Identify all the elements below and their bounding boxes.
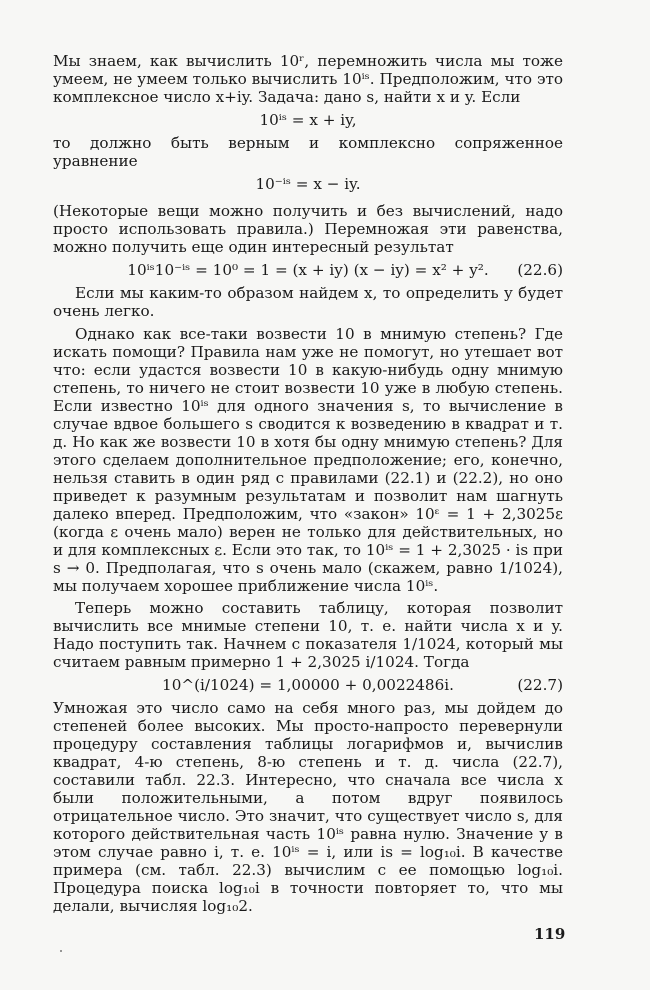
paragraph-6: Теперь можно составить таблицу, которая позволит вычислить все мнимые степени 10, т. е. найти числа x и y. Надо поступить так. Начнем с показателя 1/1024, который мы считаем равным примерно 1 + 2,3025 i/1024. Тогда	[53, 599, 563, 671]
equation-2	[53, 175, 563, 193]
paragraph-4: Если мы каким-то образом найдем x, то определить y будет очень легко.	[53, 284, 563, 320]
equation-3-number: (22.6)	[517, 261, 563, 279]
paragraph-7: Умножая это число само на себя много раз, мы дойдем до степеней более высоких. Мы просто-напросто перевернули процедуру составления таблицы логарифмов и, вычислив квадрат, 4-ю степень, 8-ю степень и т. д. числа (22.7), составили табл. 22.3. Интересно, что сначала все числа x были положительными, а потом вдруг появилось отрицательное число. Это значит, что существует число s, для которого действительная часть 10ⁱˢ равна нулю. Значение y в этом случае равно i, т. е. 10ⁱˢ = i, или is = log₁₀i. В качестве примера (см. табл. 22.3) вычислим с ее помощью log₁₀i. Процедура поиска log₁₀i в точности повторяет то, что мы делали, вычисляя log₁₀2.	[53, 699, 563, 915]
equation-4-text: 10^(i/1024) = 1,00000 + 0,0022486i.	[162, 676, 454, 694]
equation-1	[53, 111, 563, 129]
page-number: 119	[534, 925, 566, 943]
paragraph-5: Однако как все-таки возвести 10 в мнимую степень? Где искать помощи? Правила нам уже не помогут, но утешает вот что: если удастся возвести 10 в какую-нибудь одну мнимую степень, то ничего не стоит возвести 10 уже в любую степень. Если известно 10ⁱˢ для одного значения s, то вычисление в случае вдвое большего s сводится к возведению в квадрат и т. д. Но как же возвести 10 в хотя бы одну мнимую степень? Для этого сделаем дополнительное предположение; его, конечно, нельзя ставить в один ряд с правилами (22.1) и (22.2), но оно приведет к разумным результатам и позволит нам шагнуть далеко вперед. Предположим, что «закон» 10ᵋ = 1 + 2,3025ε (когда ε очень мало) верен не только для действительных, но и для комплексных ε. Если это так, то 10ⁱˢ = 1 + 2,3025 · is при s → 0. Предполагая, что s очень мало (скажем, равно 1/1024), мы получаем хорошее приближение числа 10ⁱˢ.	[53, 325, 563, 595]
page-text	[53, 52, 563, 915]
paragraph-1: Мы знаем, как вычислить 10ʳ, перемножить числа мы тоже умеем, не умеем только вычислить 10ⁱˢ. Предположим, что это комплексное число x+iy. Задача: дано s, найти x и y. Если	[53, 52, 563, 106]
equation-3	[53, 261, 563, 279]
equation-1-text: 10ⁱˢ = x + iy,	[259, 111, 357, 129]
equation-3-text: 10ⁱˢ10⁻ⁱˢ = 10⁰ = 1 = (x + iy) (x − iy) = x² + y².	[127, 261, 489, 279]
equation-2-text: 10⁻ⁱˢ = x − iy.	[255, 175, 361, 193]
equation-4	[53, 676, 563, 694]
paragraph-3: (Некоторые вещи можно получить и без вычислений, надо просто использовать правила.) Перемножая эти равенства, можно получить еще один интересный результат	[53, 202, 563, 256]
page-speck	[60, 950, 62, 952]
paragraph-2: то должно быть верным и комплексно сопряженное уравнение	[53, 134, 563, 170]
equation-4-number: (22.7)	[517, 676, 563, 694]
